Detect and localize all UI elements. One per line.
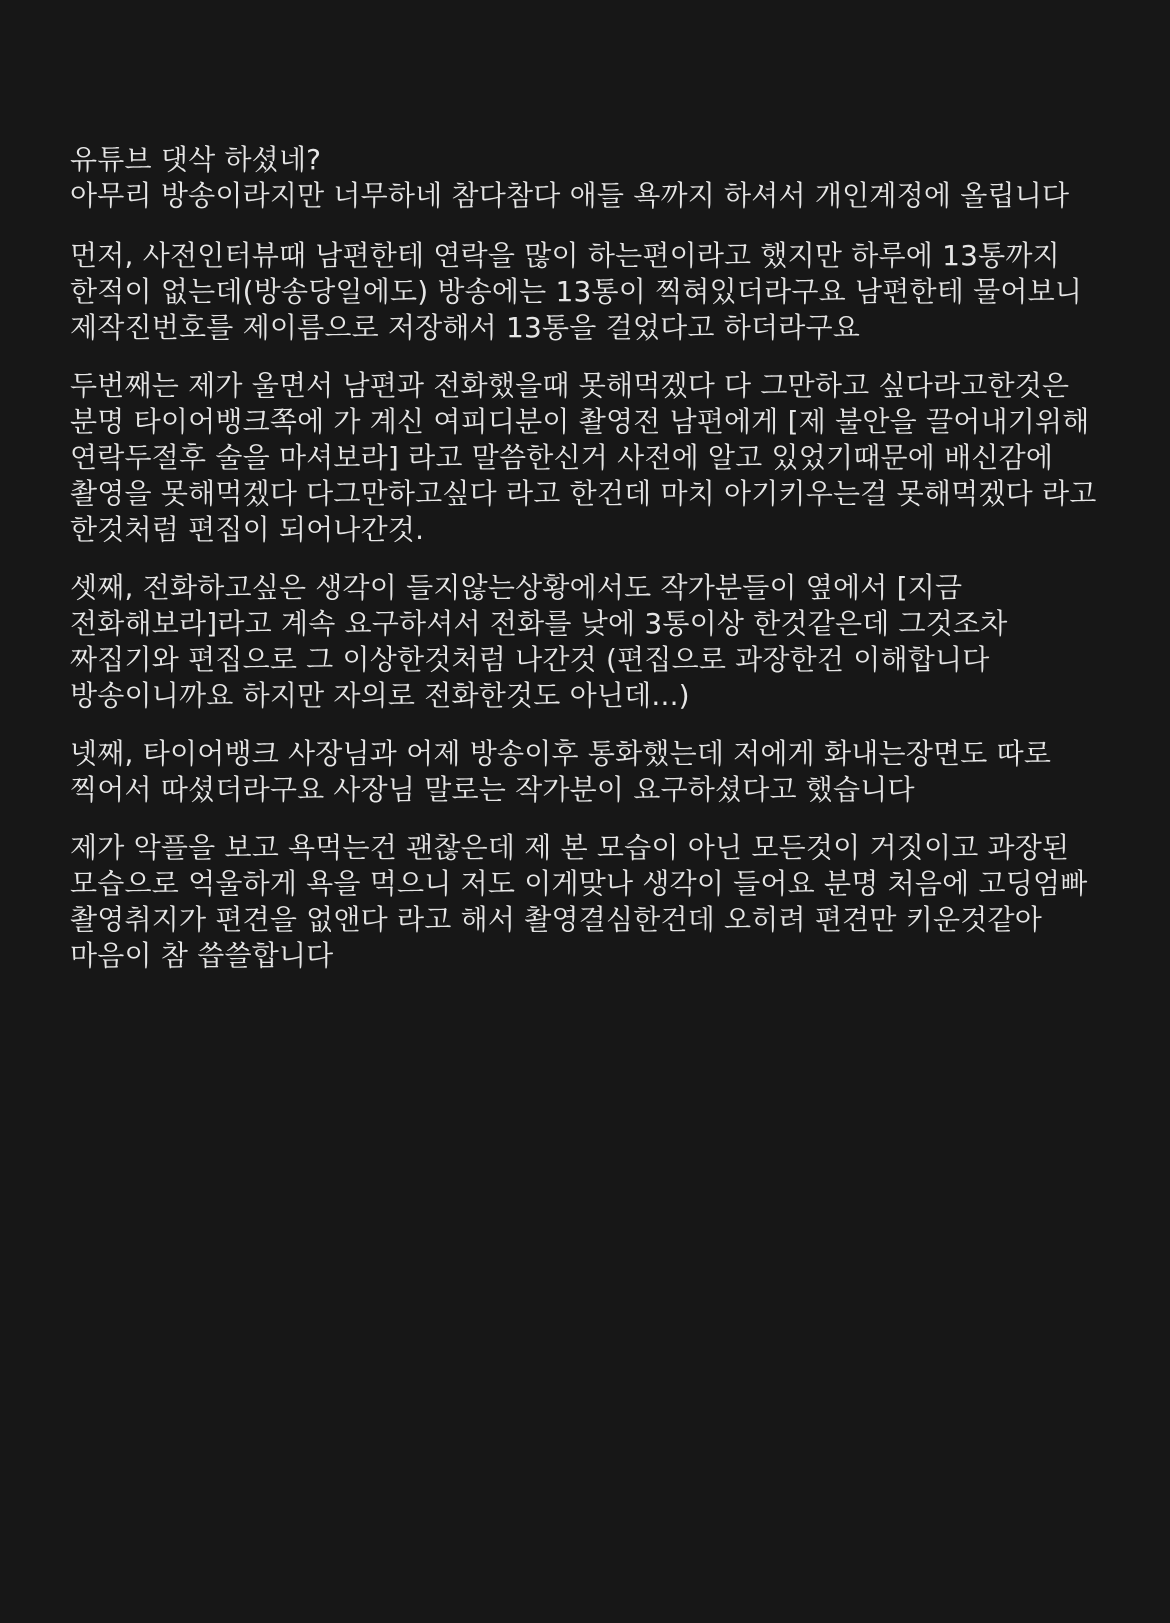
paragraph-third: 셋째, 전화하고싶은 생각이 들지않는상황에서도 작가분들이 옆에서 [지금 전화해보라]라고 계속 요구하셔서 전화를 낮에 3통이상 한것같은데 그것조차 짜집기와 편집으로 그 이상한것처럼 나간것 (편집으로 과장한건 이해합니다 방송이니까요 하지만 자의로 전화한것도 아닌데...): [70, 571, 1008, 712]
post-body: [70, 142, 1100, 996]
paragraph-fourth: 넷째, 타이어뱅크 사장님과 어제 방송이후 통화했는데 저에게 화내는장면도 따로 찍어서 따셨더라구요 사장님 말로는 작가분이 요구하셨다고 했습니다: [70, 737, 1052, 806]
paragraph-closing: 제가 악플을 보고 욕먹는건 괜찮은데 제 본 모습이 아닌 모든것이 거짓이고 과장된 모습으로 억울하게 욕을 먹으니 저도 이게맞나 생각이 들어요 분명 처음에 고딩엄빠 촬영취지가 편견을 없앤다 라고 해서 촬영결심한건데 오히려 편견만 키운것같아 마음이 참 씁쓸합니다: [70, 831, 1088, 972]
paragraph-first: 먼저, 사전인터뷰때 남편한테 연락을 많이 하는편이라고 했지만 하루에 13통까지 한적이 없는데(방송당일에도) 방송에는 13통이 찍혀있더라구요 남편한테 물어보니 제작진번호를 제이름으로 저장해서 13통을 걸었다고 하더라구요: [70, 239, 1083, 344]
paragraph-second: 두번째는 제가 울면서 남편과 전화했을때 못해먹겠다 다 그만하고 싶다라고한것은 분명 타이어뱅크쪽에 가 계신 여피디분이 촬영전 남편에게 [제 불안을 끌어내기위해 연락두절후 술을 마셔보라] 라고 말씀한신거 사전에 알고 있었기때문에 배신감에 촬영을 못해먹겠다 다그만하고싶다 라고 한건데 마치 아기키우는걸 못해먹겠다 라고 한것처럼 편집이 되어나간것.: [70, 369, 1097, 546]
post-intro: 유튜브 댓삭 하셨네? 아무리 방송이라지만 너무하네 참다참다 애들 욕까지 하셔서 개인계정에 올립니다: [70, 143, 1070, 212]
